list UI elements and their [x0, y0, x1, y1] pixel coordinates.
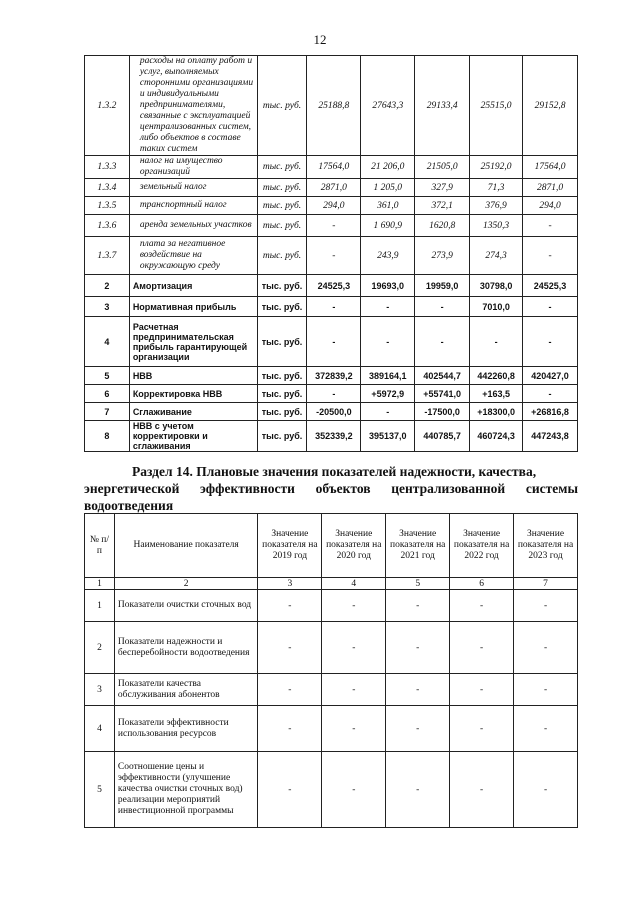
section-heading-line-2: энергетической эффективности объектов централизованной системы [84, 481, 578, 496]
row-unit: тыс. руб. [257, 317, 307, 367]
row-value: - [322, 752, 386, 828]
row-value: - [386, 752, 450, 828]
row-value: - [514, 674, 578, 706]
table-row [85, 179, 578, 197]
row-value: 376,9 [470, 197, 523, 215]
row-value: - [307, 317, 361, 367]
row-value: - [258, 590, 322, 622]
row-value: - [415, 297, 470, 317]
row-value: - [450, 622, 514, 674]
table-row [85, 674, 578, 706]
row-value: +55741,0 [415, 385, 470, 403]
row-value: - [361, 317, 415, 367]
row-name: Соотношение цены и эффективности (улучшение качества очистки сточных вод) реализации мероприятий инвестиционной программы [114, 752, 258, 828]
row-number: 1.3.3 [85, 156, 130, 179]
column-number: 6 [450, 578, 514, 590]
row-value: +18300,0 [470, 403, 523, 421]
row-unit: тыс. руб. [257, 156, 307, 179]
row-unit: тыс. руб. [257, 275, 307, 297]
row-number: 1.3.6 [85, 215, 130, 237]
row-number: 3 [85, 297, 130, 317]
row-value: - [523, 317, 578, 367]
row-value: 294,0 [307, 197, 361, 215]
row-name: Нормативная прибыль [129, 297, 257, 317]
row-value: - [514, 590, 578, 622]
row-name: Сглаживание [129, 403, 257, 421]
column-number: 5 [386, 578, 450, 590]
row-number: 1.3.5 [85, 197, 130, 215]
row-value: 2871,0 [523, 179, 578, 197]
row-name: НВВ [129, 367, 257, 385]
section-heading-line-1: Раздел 14. Плановые значения показателей надежности, качества, [132, 464, 537, 479]
row-value: 1350,3 [470, 215, 523, 237]
row-name: НВВ с учетом корректировки и сглаживания [129, 421, 257, 452]
column-number: 2 [114, 578, 258, 590]
row-name: расходы на оплату работ и услуг, выполняемых сторонними организациями и индивидуальными предпринимателями, связанные с эксплуатацией централизованных систем, либо объектов в составе таких систем [129, 56, 257, 156]
row-value: - [514, 752, 578, 828]
table-row [85, 590, 578, 622]
row-value: 17564,0 [523, 156, 578, 179]
row-number: 1.3.2 [85, 56, 130, 156]
row-value: - [307, 385, 361, 403]
row-value: 447243,8 [523, 421, 578, 452]
row-value: 21505,0 [415, 156, 470, 179]
column-header: Значение показателя на 2023 год [514, 514, 578, 578]
row-value: 1 690,9 [361, 215, 415, 237]
row-value: 440785,7 [415, 421, 470, 452]
row-value: 25192,0 [470, 156, 523, 179]
row-value: 372,1 [415, 197, 470, 215]
row-value: 294,0 [523, 197, 578, 215]
row-value: - [450, 674, 514, 706]
row-value: 352339,2 [307, 421, 361, 452]
row-name: налог на имущество организаций [129, 156, 257, 179]
row-name: Показатели эффективности использования ресурсов [114, 706, 258, 752]
row-number: 3 [85, 674, 115, 706]
row-unit: тыс. руб. [257, 385, 307, 403]
row-value: - [361, 297, 415, 317]
row-unit: тыс. руб. [257, 179, 307, 197]
row-name: Расчетная предпринимательская прибыль гарантирующей организации [129, 317, 257, 367]
row-name: плата за негативное воздействие на окружающую среду [129, 237, 257, 275]
row-value: - [307, 237, 361, 275]
row-number: 4 [85, 706, 115, 752]
row-value: 71,3 [470, 179, 523, 197]
row-value: - [386, 622, 450, 674]
row-name: Показатели надежности и бесперебойности водоотведения [114, 622, 258, 674]
table-row [85, 622, 578, 674]
row-value: -20500,0 [307, 403, 361, 421]
row-number: 1 [85, 590, 115, 622]
row-value: - [361, 403, 415, 421]
table-row [85, 215, 578, 237]
row-number: 2 [85, 275, 130, 297]
row-value: - [258, 622, 322, 674]
row-value: 460724,3 [470, 421, 523, 452]
row-value: - [523, 297, 578, 317]
row-value: 273,9 [415, 237, 470, 275]
row-value: -17500,0 [415, 403, 470, 421]
row-value: +5972,9 [361, 385, 415, 403]
row-value: - [523, 237, 578, 275]
row-number: 7 [85, 403, 130, 421]
row-value: - [470, 317, 523, 367]
row-value: 2871,0 [307, 179, 361, 197]
row-value: 30798,0 [470, 275, 523, 297]
expense-table [84, 55, 578, 452]
row-value: - [450, 590, 514, 622]
row-name: Корректировка НВВ [129, 385, 257, 403]
table-row [85, 367, 578, 385]
table-row [85, 752, 578, 828]
table-row [85, 56, 578, 156]
column-header: № п/п [85, 514, 115, 578]
row-name: транспортный налог [129, 197, 257, 215]
row-value: - [322, 674, 386, 706]
row-name: земельный налог [129, 179, 257, 197]
row-value: - [386, 590, 450, 622]
row-number: 5 [85, 367, 130, 385]
row-value: 395137,0 [361, 421, 415, 452]
row-value: - [450, 752, 514, 828]
table-row [85, 421, 578, 452]
section-heading-line-3: водоотведения [84, 498, 174, 513]
table-row [85, 317, 578, 367]
row-value: - [307, 215, 361, 237]
row-value: - [415, 317, 470, 367]
row-number: 1.3.4 [85, 179, 130, 197]
row-value: +163,5 [470, 385, 523, 403]
row-name: аренда земельных участков [129, 215, 257, 237]
row-value: - [514, 706, 578, 752]
row-unit: тыс. руб. [257, 197, 307, 215]
row-name: Амортизация [129, 275, 257, 297]
row-number: 6 [85, 385, 130, 403]
table-row [85, 275, 578, 297]
row-unit: тыс. руб. [257, 403, 307, 421]
table-row [85, 237, 578, 275]
row-value: +26816,8 [523, 403, 578, 421]
column-number: 3 [258, 578, 322, 590]
row-unit: тыс. руб. [257, 56, 307, 156]
row-unit: тыс. руб. [257, 421, 307, 452]
row-name: Показатели качества обслуживания абонентов [114, 674, 258, 706]
row-value: - [386, 706, 450, 752]
row-value: - [258, 706, 322, 752]
table-row [85, 297, 578, 317]
row-value: - [386, 674, 450, 706]
row-value: - [450, 706, 514, 752]
row-value: 372839,2 [307, 367, 361, 385]
header-row [85, 514, 578, 578]
table-row [85, 403, 578, 421]
row-value: - [523, 385, 578, 403]
row-value: - [514, 622, 578, 674]
row-unit: тыс. руб. [257, 297, 307, 317]
column-number-row [85, 578, 578, 590]
column-number: 4 [322, 578, 386, 590]
row-value: 24525,3 [307, 275, 361, 297]
row-value: - [258, 674, 322, 706]
row-value: 420427,0 [523, 367, 578, 385]
row-value: 19959,0 [415, 275, 470, 297]
table-row [85, 385, 578, 403]
row-value: 29133,4 [415, 56, 470, 156]
row-value: 389164,1 [361, 367, 415, 385]
row-number: 8 [85, 421, 130, 452]
row-value: 1620,8 [415, 215, 470, 237]
table-row [85, 706, 578, 752]
indicators-table [84, 513, 578, 828]
row-number: 2 [85, 622, 115, 674]
column-header: Наименование показателя [114, 514, 258, 578]
section-14-heading [84, 463, 578, 514]
row-value: 17564,0 [307, 156, 361, 179]
column-number: 7 [514, 578, 578, 590]
row-number: 4 [85, 317, 130, 367]
row-number: 1.3.7 [85, 237, 130, 275]
row-value: 19693,0 [361, 275, 415, 297]
row-value: - [258, 752, 322, 828]
row-value: - [322, 590, 386, 622]
row-value: 243,9 [361, 237, 415, 275]
column-header: Значение показателя на 2020 год [322, 514, 386, 578]
page-number: 12 [313, 32, 327, 47]
row-unit: тыс. руб. [257, 215, 307, 237]
row-value: 27643,3 [361, 56, 415, 156]
row-value: 25188,8 [307, 56, 361, 156]
row-value: 29152,8 [523, 56, 578, 156]
row-unit: тыс. руб. [257, 367, 307, 385]
row-name: Показатели очистки сточных вод [114, 590, 258, 622]
row-value: 274,3 [470, 237, 523, 275]
row-value: 1 205,0 [361, 179, 415, 197]
row-value: 361,0 [361, 197, 415, 215]
row-value: - [523, 215, 578, 237]
row-value: - [322, 622, 386, 674]
row-value: 402544,7 [415, 367, 470, 385]
row-number: 5 [85, 752, 115, 828]
row-value: 24525,3 [523, 275, 578, 297]
table-row [85, 197, 578, 215]
row-value: - [322, 706, 386, 752]
row-value: 327,9 [415, 179, 470, 197]
table-row [85, 156, 578, 179]
row-value: 25515,0 [470, 56, 523, 156]
column-header: Значение показателя на 2019 год [258, 514, 322, 578]
row-value: - [307, 297, 361, 317]
row-value: 442260,8 [470, 367, 523, 385]
row-value: 21 206,0 [361, 156, 415, 179]
row-unit: тыс. руб. [257, 237, 307, 275]
column-header: Значение показателя на 2021 год [386, 514, 450, 578]
row-value: 7010,0 [470, 297, 523, 317]
column-number: 1 [85, 578, 115, 590]
column-header: Значение показателя на 2022 год [450, 514, 514, 578]
